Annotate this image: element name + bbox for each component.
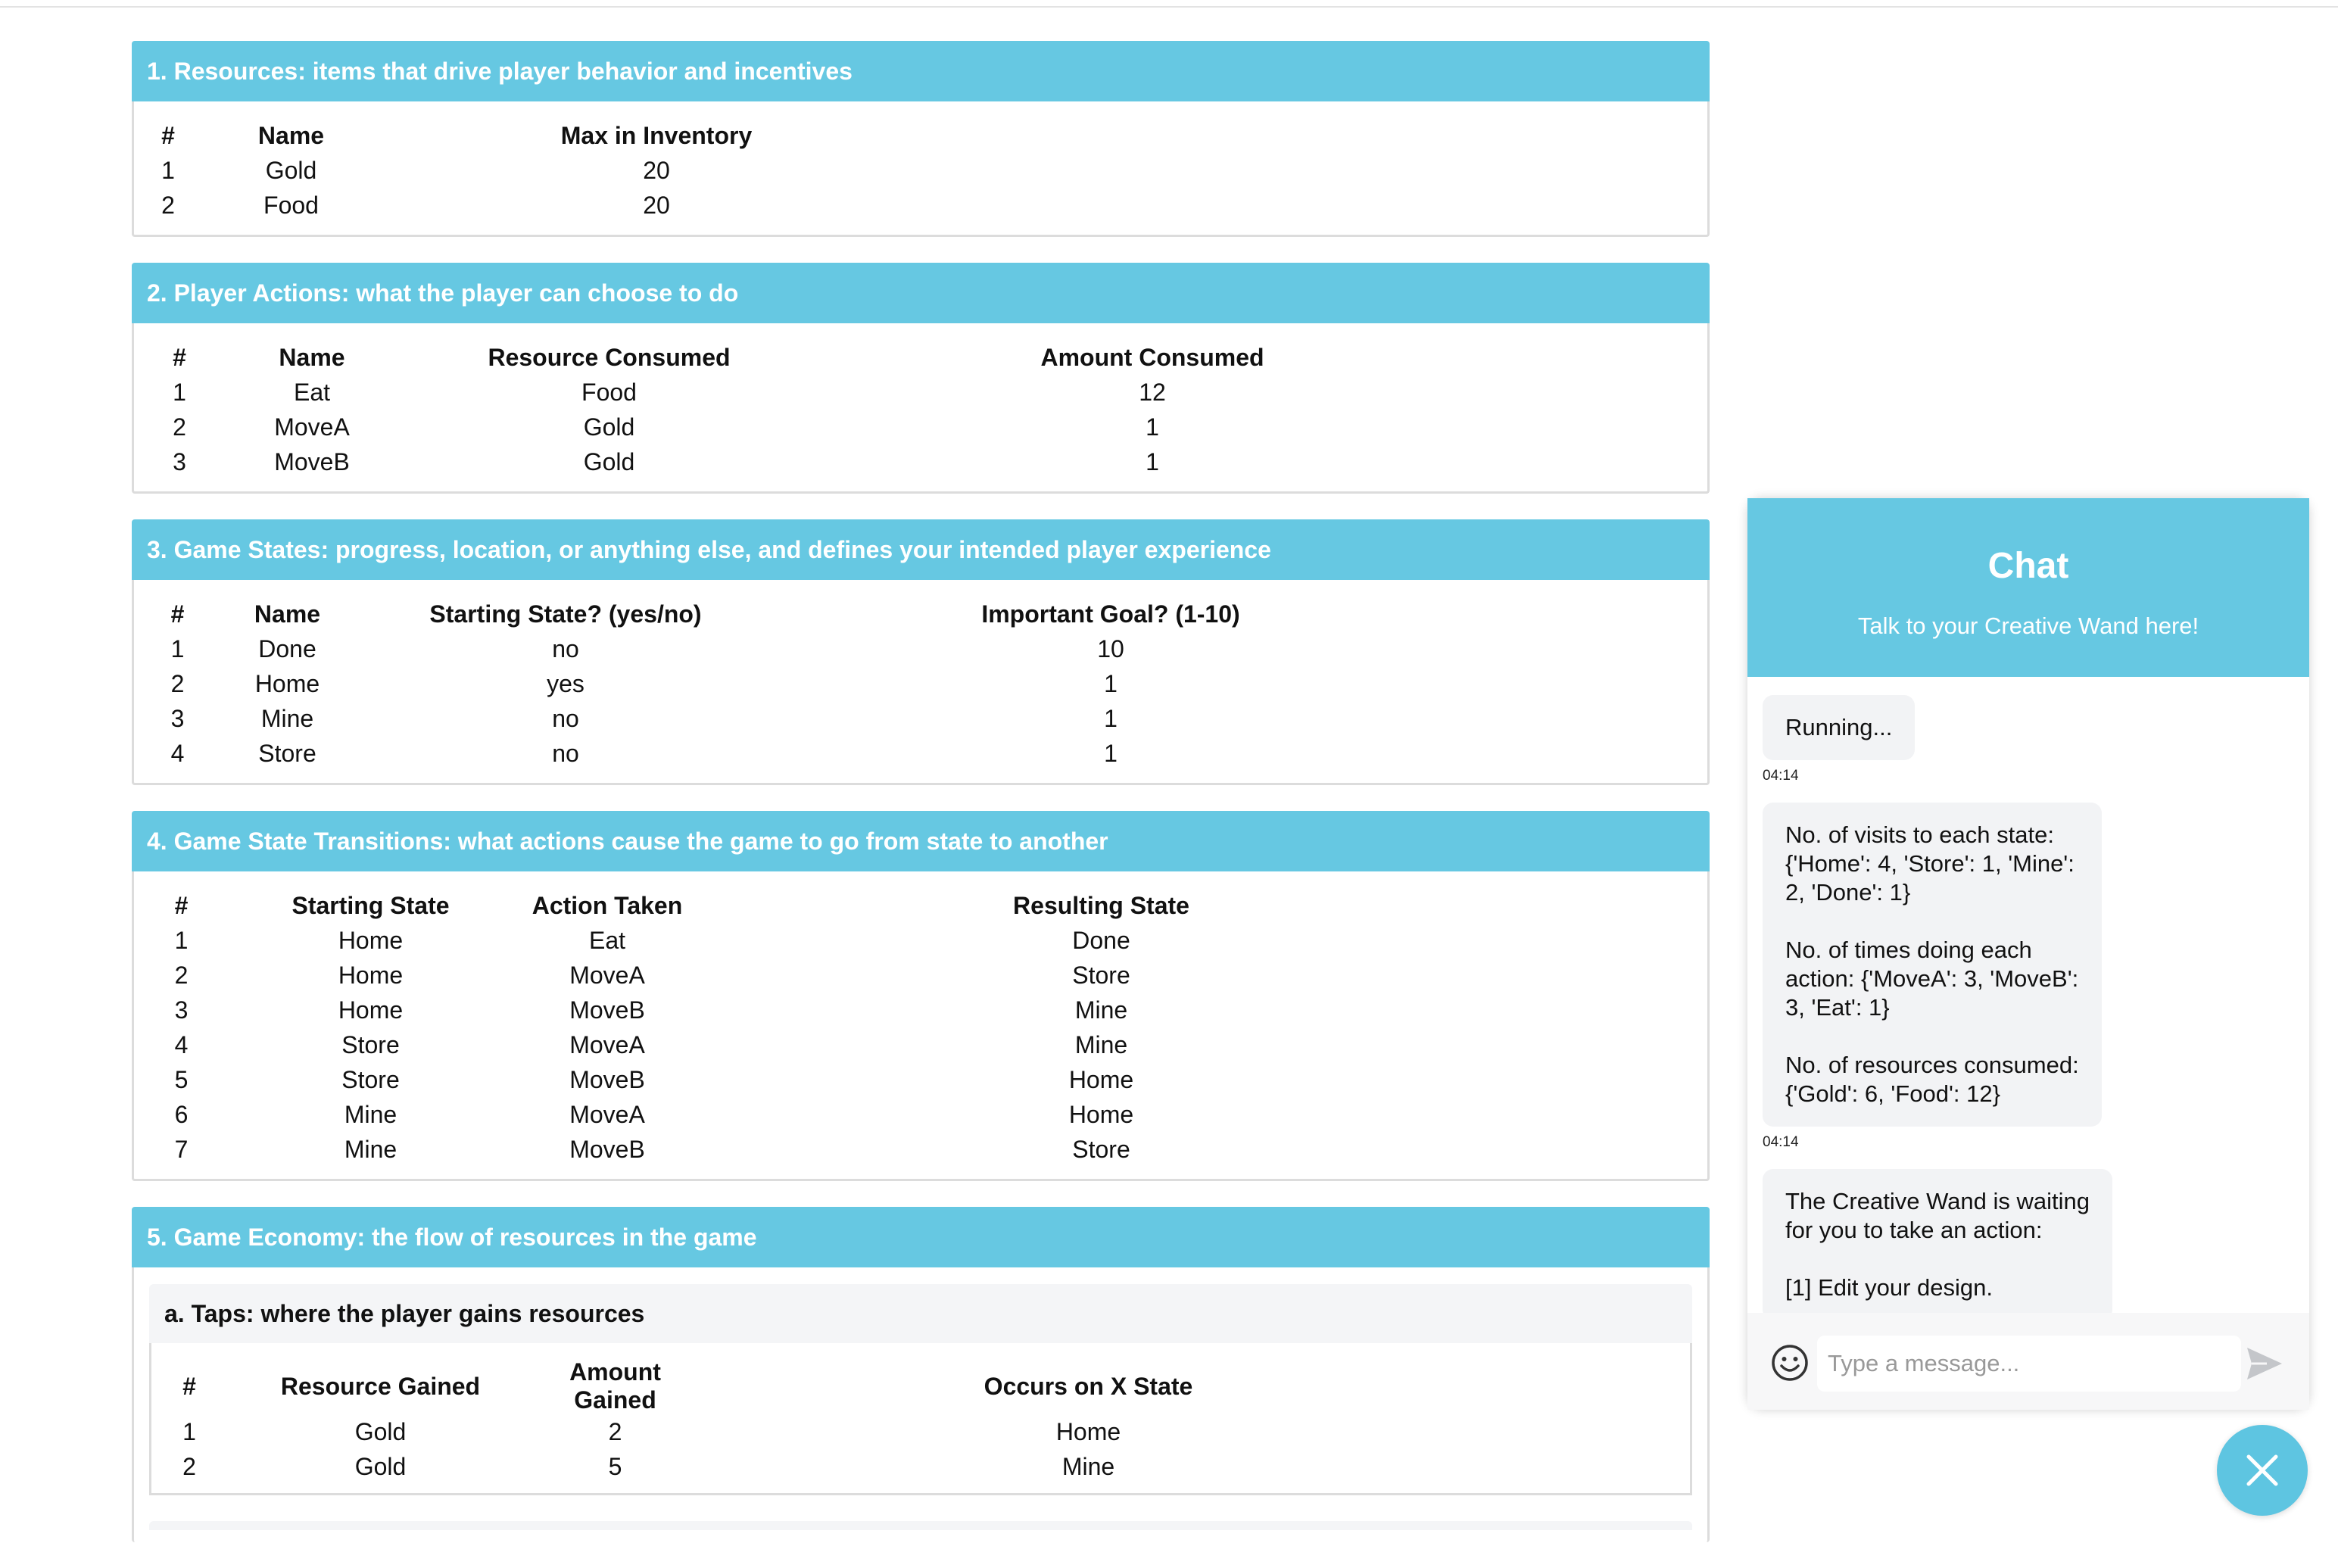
table-row bbox=[134, 410, 1707, 444]
column-header: Important Goal? (1-10) bbox=[981, 600, 1240, 628]
table-row bbox=[134, 375, 1707, 410]
table-cell: Home bbox=[338, 996, 404, 1024]
table-row bbox=[134, 993, 1707, 1027]
table-row bbox=[134, 1027, 1707, 1062]
table-cell: Gold bbox=[583, 447, 635, 475]
chat-message bbox=[1763, 803, 2294, 1151]
table-cell: MoveA bbox=[569, 1100, 645, 1128]
chat-header bbox=[1747, 498, 2309, 677]
column-header: Occurs on X State bbox=[984, 1372, 1193, 1400]
table-cell: MoveB bbox=[569, 1135, 645, 1163]
table-cell: 3 bbox=[170, 704, 185, 732]
section-state-transitions bbox=[132, 811, 1710, 1181]
table-row bbox=[134, 188, 1707, 223]
section-header: 5. Game Economy: the flow of resources in the game bbox=[132, 1207, 1710, 1267]
table-cell: 2 bbox=[161, 191, 175, 219]
column-header: Name bbox=[254, 600, 321, 628]
section-player-actions bbox=[132, 263, 1710, 494]
table-cell: 4 bbox=[174, 1030, 189, 1058]
chat-title: Chat bbox=[1987, 546, 2069, 586]
table-cell: no bbox=[552, 634, 579, 662]
table-cell: 1 bbox=[170, 634, 185, 662]
table-cell: 1 bbox=[1104, 704, 1118, 732]
subsection-header: a. Taps: where the player gains resources bbox=[149, 1284, 1692, 1343]
column-header: Starting State bbox=[291, 891, 450, 919]
table-row bbox=[134, 666, 1707, 701]
table-cell: Mine bbox=[344, 1135, 397, 1163]
table-cell: Eat bbox=[293, 378, 331, 406]
table-cell: 2 bbox=[173, 413, 186, 441]
chat-message-list[interactable] bbox=[1747, 677, 2309, 1301]
resources-table bbox=[134, 118, 1707, 223]
table-cell: 20 bbox=[643, 191, 670, 219]
column-header: Action Taken bbox=[532, 891, 683, 919]
message-input[interactable] bbox=[1817, 1336, 2241, 1392]
table-cell: Food bbox=[581, 378, 637, 406]
table-header-row bbox=[151, 1358, 1690, 1414]
table-row bbox=[134, 701, 1707, 736]
column-header: # bbox=[161, 121, 175, 149]
table-cell: Store bbox=[1072, 1135, 1130, 1163]
column-header: Resource Consumed bbox=[488, 343, 731, 371]
table-cell: Gold bbox=[354, 1417, 407, 1445]
table-cell: Mine bbox=[1061, 1452, 1115, 1480]
table-cell: 1 bbox=[1104, 669, 1118, 697]
table-cell: no bbox=[552, 704, 579, 732]
column-header: # bbox=[173, 343, 186, 371]
column-header: # bbox=[170, 600, 185, 628]
table-cell: Store bbox=[1072, 961, 1130, 989]
state-transitions-table bbox=[134, 888, 1707, 1167]
player-actions-table bbox=[134, 340, 1707, 479]
table-cell: MoveB bbox=[569, 996, 645, 1024]
table-cell: 6 bbox=[174, 1100, 189, 1128]
table-cell: 5 bbox=[174, 1065, 189, 1093]
section-header: 1. Resources: items that drive player behavior and incentives bbox=[132, 41, 1710, 101]
table-header-row bbox=[134, 118, 1707, 153]
game-states-table bbox=[134, 597, 1707, 771]
message-timestamp: 04:14 bbox=[1763, 768, 1799, 784]
table-cell: Eat bbox=[588, 926, 626, 954]
table-cell: 2 bbox=[182, 1452, 196, 1480]
table-cell: 1 bbox=[161, 156, 175, 184]
table-row bbox=[134, 736, 1707, 771]
table-cell: Store bbox=[258, 739, 316, 767]
table-cell: 2 bbox=[170, 669, 185, 697]
chat-message bbox=[1763, 1169, 2294, 1320]
table-cell: 2 bbox=[174, 961, 189, 989]
message-timestamp: 04:14 bbox=[1763, 1134, 1799, 1150]
table-cell: 3 bbox=[173, 447, 186, 475]
column-header: Name bbox=[257, 121, 325, 149]
table-header-row bbox=[134, 340, 1707, 375]
table-row bbox=[134, 958, 1707, 993]
table-row bbox=[151, 1414, 1690, 1449]
table-cell: MoveA bbox=[569, 961, 645, 989]
table-cell: Store bbox=[341, 1030, 400, 1058]
table-cell: Done bbox=[1072, 926, 1130, 954]
column-header: Resource Gained bbox=[280, 1372, 481, 1400]
table-header-row bbox=[134, 888, 1707, 923]
taps-table bbox=[151, 1358, 1690, 1484]
table-cell: Gold bbox=[354, 1452, 407, 1480]
taps-panel bbox=[149, 1284, 1692, 1530]
table-row bbox=[134, 153, 1707, 188]
table-cell: 2 bbox=[608, 1417, 622, 1445]
table-cell: 7 bbox=[174, 1135, 189, 1163]
chat-subtitle: Talk to your Creative Wand here! bbox=[1857, 613, 2199, 639]
close-icon bbox=[2244, 1452, 2280, 1489]
column-header: Resulting State bbox=[1013, 891, 1189, 919]
message-bubble: Running... bbox=[1763, 695, 1915, 760]
next-subsection-header bbox=[149, 1521, 1692, 1530]
table-cell: 3 bbox=[174, 996, 189, 1024]
table-cell: 1 bbox=[1146, 447, 1159, 475]
column-header: Amount Gained bbox=[569, 1358, 661, 1414]
table-cell: Mine bbox=[260, 704, 314, 732]
table-row bbox=[134, 923, 1707, 958]
message-bubble: No. of visits to each state: {'Home': 4, 'Store': 1, 'Mine': 2, 'Done': 1} No. of times doing each action: {'MoveA': 3, 'MoveB': 3, 'Eat': 1} No. of resources consumed: {'Gold': 6, 'Food': 12} bbox=[1763, 803, 2102, 1127]
chat-input-bar bbox=[1747, 1313, 2309, 1410]
table-cell: 12 bbox=[1139, 378, 1166, 406]
table-row bbox=[134, 1062, 1707, 1097]
table-row bbox=[134, 1132, 1707, 1167]
table-cell: MoveB bbox=[569, 1065, 645, 1093]
send-icon[interactable] bbox=[2244, 1345, 2285, 1383]
table-cell: MoveA bbox=[569, 1030, 645, 1058]
table-cell: Gold bbox=[583, 413, 635, 441]
table-cell: 1 bbox=[1146, 413, 1159, 441]
table-row bbox=[151, 1449, 1690, 1484]
column-header: Amount Consumed bbox=[1040, 343, 1264, 371]
column-header: # bbox=[182, 1372, 196, 1400]
section-game-economy bbox=[132, 1207, 1710, 1542]
table-cell: 10 bbox=[1097, 634, 1124, 662]
column-header: Name bbox=[279, 343, 345, 371]
table-cell: no bbox=[552, 739, 579, 767]
table-header-row bbox=[134, 597, 1707, 631]
table-cell: Home bbox=[1068, 1100, 1134, 1128]
table-cell: Home bbox=[1068, 1065, 1134, 1093]
chat-message bbox=[1763, 695, 2294, 784]
section-resources bbox=[132, 41, 1710, 237]
smiley-icon[interactable] bbox=[1770, 1343, 1810, 1383]
table-cell: Done bbox=[258, 634, 316, 662]
table-row bbox=[134, 444, 1707, 479]
table-cell: MoveA bbox=[274, 413, 350, 441]
table-row bbox=[134, 631, 1707, 666]
table-cell: 1 bbox=[1104, 739, 1118, 767]
table-cell: Gold bbox=[265, 156, 317, 184]
table-cell: Mine bbox=[344, 1100, 397, 1128]
section-header: 4. Game State Transitions: what actions cause the game to go from state to another bbox=[132, 811, 1710, 871]
table-cell: 20 bbox=[643, 156, 670, 184]
table-row bbox=[134, 1097, 1707, 1132]
message-bubble: The Creative Wand is waiting for you to take an action: [1] Edit your design. bbox=[1763, 1169, 2112, 1320]
table-cell: 1 bbox=[182, 1417, 196, 1445]
game-design-form bbox=[132, 41, 1710, 1568]
table-cell: yes bbox=[547, 669, 584, 697]
table-cell: 1 bbox=[174, 926, 189, 954]
column-header: # bbox=[174, 891, 189, 919]
table-cell: 4 bbox=[170, 739, 185, 767]
table-cell: Mine bbox=[1074, 1030, 1128, 1058]
table-cell: MoveB bbox=[274, 447, 350, 475]
close-chat-button[interactable] bbox=[2217, 1425, 2308, 1516]
chat-widget bbox=[1747, 498, 2309, 1410]
table-cell: Food bbox=[263, 191, 319, 219]
table-cell: Home bbox=[338, 926, 404, 954]
column-header: Starting State? (yes/no) bbox=[429, 600, 702, 628]
table-cell: 5 bbox=[608, 1452, 622, 1480]
section-header: 2. Player Actions: what the player can choose to do bbox=[132, 263, 1710, 323]
column-header: Max in Inventory bbox=[560, 121, 753, 149]
section-game-states bbox=[132, 519, 1710, 785]
table-cell: Mine bbox=[1074, 996, 1128, 1024]
table-cell: Home bbox=[338, 961, 404, 989]
table-cell: Home bbox=[1055, 1417, 1121, 1445]
top-divider bbox=[0, 6, 2338, 8]
table-cell: Home bbox=[254, 669, 320, 697]
section-header: 3. Game States: progress, location, or anything else, and defines your intended player experience bbox=[132, 519, 1710, 580]
table-cell: 1 bbox=[173, 378, 186, 406]
table-cell: Store bbox=[341, 1065, 400, 1093]
